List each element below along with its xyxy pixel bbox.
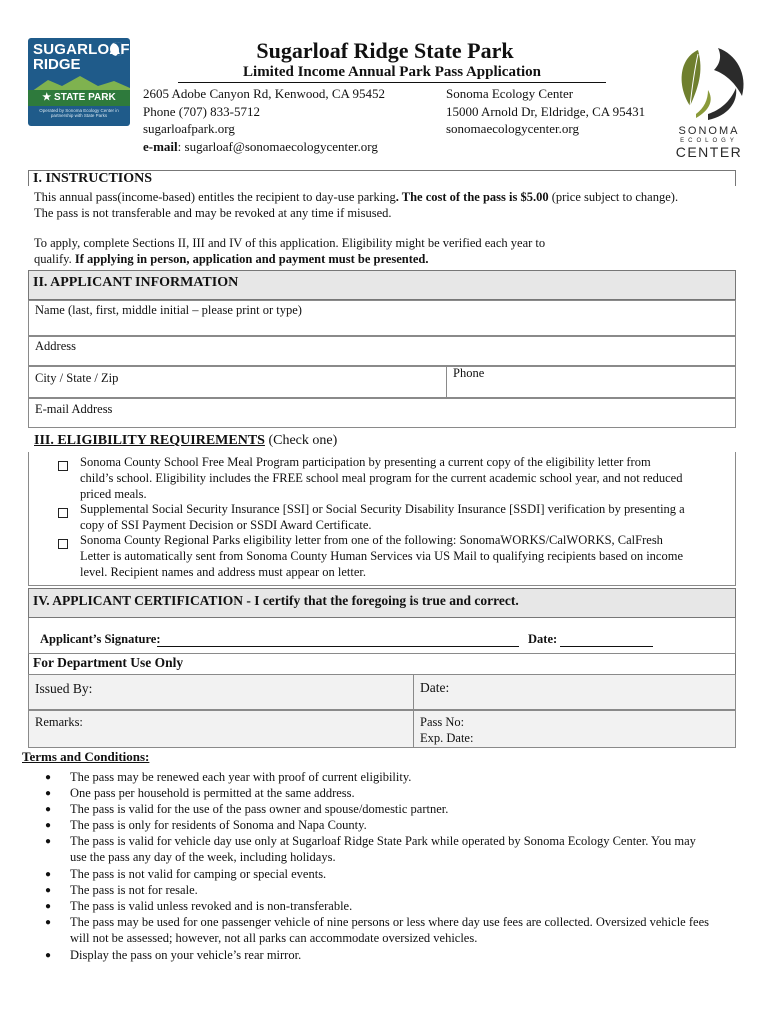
phone-field-label: Phone bbox=[453, 366, 485, 380]
eligibility-option-3: Sonoma County Regional Parks eligibility letter from one of the following: SonomaWORKS/CalWORKS, CalFresh Letter is automatically sent from Sonoma County Human Services via US Mail to qualifying recipients based on income level. Recipient names and address must appear on letter. bbox=[80, 533, 683, 579]
applicant-section-header bbox=[28, 270, 736, 300]
term-item: Display the pass on your vehicle’s rear mirror. bbox=[70, 948, 302, 962]
city-field-label: City / State / Zip bbox=[35, 371, 119, 385]
eligibility-option-2: Supplemental Social Security Insurance [SSI] or Social Security Disability Insurance [SSDI] verification by presenting a copy of SSI Payment Decision or SSDI Award Certificate. bbox=[80, 502, 685, 532]
signature-label: Applicant’s Signature: bbox=[40, 632, 161, 646]
name-field-label: Name (last, first, middle initial – please print or type) bbox=[35, 303, 302, 317]
exp-date-label: Exp. Date: bbox=[420, 731, 474, 745]
bullet-icon: ● bbox=[45, 836, 52, 847]
logo-word-center: CENTER bbox=[675, 144, 743, 160]
term-item: The pass is valid unless revoked and is non-transferable. bbox=[70, 899, 353, 913]
name-field[interactable] bbox=[28, 300, 736, 336]
signature-line[interactable] bbox=[157, 646, 519, 647]
logo-tagline: Operated by Sonoma Ecology Center in partnership with State Parks bbox=[39, 108, 119, 118]
logo-line-1: SUGARLOAF bbox=[33, 41, 130, 58]
instructions-heading: I. INSTRUCTIONS bbox=[29, 171, 735, 186]
certification-heading: IV. APPLICANT CERTIFICATION - I certify that the foregoing is true and correct. bbox=[29, 589, 735, 617]
pass-no-label: Pass No: bbox=[420, 715, 465, 729]
center-website: sonomaecologycenter.org bbox=[446, 121, 579, 136]
bullet-icon: ● bbox=[45, 885, 52, 896]
park-phone: Phone (707) 833-5712 bbox=[143, 103, 260, 119]
bullet-icon: ● bbox=[45, 917, 52, 928]
bullet-icon: ● bbox=[45, 950, 52, 961]
email-field[interactable] bbox=[28, 398, 736, 428]
bullet-icon: ● bbox=[45, 820, 52, 831]
eligibility-checkbox-1[interactable] bbox=[58, 460, 68, 475]
term-item: The pass may be renewed each year with proof of current eligibility. bbox=[70, 770, 412, 784]
bullet-icon: ● bbox=[45, 869, 52, 880]
department-section-header bbox=[28, 654, 736, 674]
certification-section-header bbox=[28, 588, 736, 618]
logo-line-2: RIDGE bbox=[33, 56, 81, 73]
eligibility-checkbox-2[interactable] bbox=[58, 507, 68, 522]
park-email: e-mail: sugarloaf@sonomaecologycenter.org bbox=[143, 138, 378, 154]
instructions-line-2: The pass is not transferable and may be revoked at any time if misused. bbox=[34, 206, 392, 220]
bullet-icon: ● bbox=[45, 804, 52, 815]
eligibility-option-1: Sonoma County School Free Meal Program participation by presenting a current copy of the eligibility letter from child’s school. Eligibility includes the FREE school meal program for the current academic school year, and not reduced priced meals. bbox=[80, 455, 683, 501]
bullet-icon: ● bbox=[45, 772, 52, 783]
eligibility-heading: III. ELIGIBILITY REQUIREMENTS (Check one) bbox=[34, 433, 338, 448]
cert-date-label: Date: bbox=[528, 632, 558, 646]
department-date-field[interactable] bbox=[413, 674, 736, 710]
center-address: 15000 Arnold Dr, Eldridge, CA 95431 bbox=[446, 103, 646, 119]
term-item: The pass is not for resale. bbox=[70, 883, 198, 897]
bullet-icon: ● bbox=[45, 788, 52, 799]
term-item: The pass is valid for the use of the pass owner and spouse/domestic partner. bbox=[70, 802, 449, 816]
page-subtitle: Limited Income Annual Park Pass Application bbox=[178, 64, 606, 83]
cert-date-line[interactable] bbox=[560, 646, 653, 647]
center-address-block bbox=[446, 85, 645, 138]
terms-heading: Terms and Conditions: bbox=[22, 749, 150, 764]
instructions-line-3: To apply, complete Sections II, III and IV of this application. Eligibility might be verified each year to bbox=[34, 236, 546, 250]
logo-band: ★ STATE PARK bbox=[28, 90, 130, 106]
department-date-label: Date: bbox=[420, 680, 450, 695]
applicant-heading: II. APPLICANT INFORMATION bbox=[29, 271, 735, 299]
address-field-label: Address bbox=[35, 339, 76, 353]
term-item: The pass is valid for vehicle day use only at Sugarloaf Ridge State Park while operated by Sonoma Ecology Center. You may use the pass any day of the week, including holidays. bbox=[70, 834, 696, 864]
bullet-icon: ● bbox=[45, 901, 52, 912]
instructions-section bbox=[28, 170, 736, 186]
term-item: The pass is not valid for camping or special events. bbox=[70, 867, 327, 881]
instructions-line-1: This annual pass(income-based) entitles the recipient to day-use parking. The cost of the pass is $5.00 (price subject to change). bbox=[34, 190, 679, 204]
department-heading: For Department Use Only bbox=[29, 654, 735, 672]
remarks-label: Remarks: bbox=[35, 715, 83, 729]
instructions-line-4: qualify. If applying in person, application and payment must be presented. bbox=[34, 252, 429, 266]
email-field-label: E-mail Address bbox=[35, 402, 113, 416]
term-item: One pass per household is permitted at the same address. bbox=[70, 786, 355, 800]
instructions-text bbox=[34, 189, 734, 267]
logo-word-sonoma: SONOMA bbox=[678, 125, 740, 137]
term-item: The pass may be used for one passenger vehicle of nine persons or less where day use fees are collected. Oversized vehicle fees will not be assessed; however, not all parks can accommodate oversized vehicles. bbox=[70, 915, 709, 945]
park-website: sugarloafpark.org bbox=[143, 121, 235, 136]
park-address: 2605 Adobe Canyon Rd, Kenwood, CA 95452 bbox=[143, 86, 385, 101]
phone-field[interactable] bbox=[446, 366, 736, 398]
center-name: Sonoma Ecology Center bbox=[446, 86, 574, 101]
address-field[interactable] bbox=[28, 336, 736, 366]
logo-word-ecology: ECOLOGY bbox=[680, 138, 738, 144]
term-item: The pass is only for residents of Sonoma and Napa County. bbox=[70, 818, 367, 832]
park-address-block bbox=[143, 85, 385, 155]
pass-info-field[interactable] bbox=[413, 710, 736, 748]
page-title: Sugarloaf Ridge State Park bbox=[256, 38, 514, 63]
eligibility-checkbox-3[interactable] bbox=[58, 538, 68, 553]
issued-by-label: Issued By: bbox=[35, 681, 93, 696]
